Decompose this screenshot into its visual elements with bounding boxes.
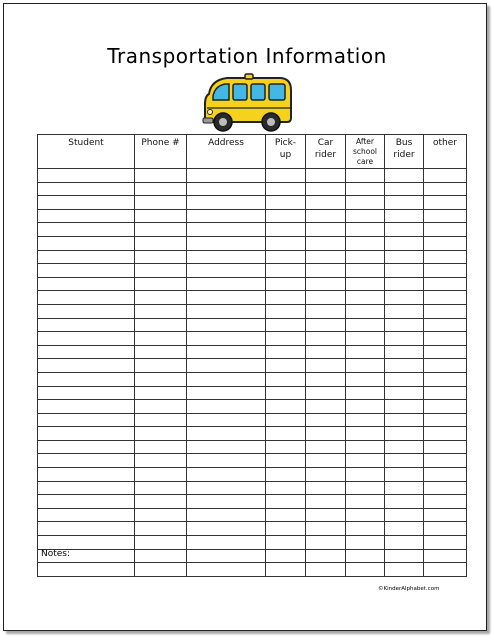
table-cell[interactable] <box>306 169 346 183</box>
table-row <box>38 196 467 210</box>
table-cell[interactable] <box>346 182 385 196</box>
header-bus-rider: Bus rider <box>385 135 424 169</box>
table-cell[interactable] <box>187 427 266 441</box>
table-cell[interactable] <box>424 549 467 563</box>
table-cell[interactable] <box>385 427 424 441</box>
table-cell[interactable] <box>424 536 467 550</box>
header-car-rider: Car rider <box>306 135 346 169</box>
table-cell[interactable] <box>187 264 266 278</box>
table-cell[interactable] <box>187 291 266 305</box>
table-cell[interactable] <box>346 522 385 536</box>
credit-text: ©KinderAlphabet.com <box>378 586 440 592</box>
table-cell[interactable] <box>266 291 306 305</box>
table-cell[interactable] <box>135 169 187 183</box>
table-row <box>38 468 467 482</box>
table-cell[interactable] <box>346 536 385 550</box>
table-cell[interactable] <box>38 182 135 196</box>
header-phone: Phone # <box>135 135 187 169</box>
table-cell[interactable] <box>385 440 424 454</box>
header-address: Address <box>187 135 266 169</box>
table-row <box>38 522 467 536</box>
table-cell[interactable] <box>266 304 306 318</box>
table-cell[interactable] <box>385 182 424 196</box>
table-cell[interactable] <box>424 454 467 468</box>
table-cell[interactable] <box>385 264 424 278</box>
table-cell[interactable] <box>424 277 467 291</box>
table-cell[interactable] <box>266 536 306 550</box>
table-cell[interactable] <box>424 291 467 305</box>
table-cell[interactable] <box>187 359 266 373</box>
table-cell[interactable] <box>385 223 424 237</box>
table-cell[interactable] <box>424 264 467 278</box>
table-cell[interactable] <box>266 318 306 332</box>
table-cell[interactable] <box>266 223 306 237</box>
table-cell[interactable] <box>38 359 135 373</box>
table-cell[interactable] <box>135 563 187 577</box>
table-cell[interactable] <box>135 304 187 318</box>
table-cell[interactable] <box>385 291 424 305</box>
table-cell[interactable] <box>135 359 187 373</box>
table-row <box>38 250 467 264</box>
table-cell[interactable] <box>135 372 187 386</box>
table-cell[interactable] <box>266 196 306 210</box>
header-pickup: Pick- up <box>266 135 306 169</box>
table-row <box>38 169 467 183</box>
table-cell[interactable] <box>38 468 135 482</box>
table-row <box>38 481 467 495</box>
table-cell[interactable] <box>424 468 467 482</box>
table-cell[interactable] <box>38 522 135 536</box>
table-cell[interactable] <box>135 440 187 454</box>
table-row <box>38 182 467 196</box>
table-cell[interactable] <box>346 318 385 332</box>
table-cell[interactable] <box>38 536 135 550</box>
table-cell[interactable] <box>135 223 187 237</box>
table-cell[interactable] <box>135 454 187 468</box>
table-cell[interactable] <box>266 250 306 264</box>
table-cell[interactable] <box>266 169 306 183</box>
table-cell[interactable] <box>306 468 346 482</box>
table-row <box>38 236 467 250</box>
table-row <box>38 318 467 332</box>
table-row <box>38 359 467 373</box>
table-cell[interactable] <box>187 549 266 563</box>
table-cell[interactable] <box>135 386 187 400</box>
table-cell[interactable] <box>424 304 467 318</box>
table-cell[interactable] <box>38 372 135 386</box>
table-cell[interactable] <box>38 277 135 291</box>
table-cell[interactable] <box>38 318 135 332</box>
table-cell[interactable] <box>135 495 187 509</box>
table-row <box>38 277 467 291</box>
table-cell[interactable] <box>187 386 266 400</box>
table-cell[interactable] <box>266 209 306 223</box>
table-cell[interactable] <box>266 236 306 250</box>
table-cell[interactable] <box>306 386 346 400</box>
table-cell[interactable] <box>306 332 346 346</box>
table-cell[interactable] <box>38 495 135 509</box>
table-cell[interactable] <box>266 549 306 563</box>
table-cell[interactable] <box>385 563 424 577</box>
table-cell[interactable] <box>187 345 266 359</box>
table-cell[interactable] <box>424 522 467 536</box>
table-cell[interactable] <box>346 413 385 427</box>
table-cell[interactable] <box>38 332 135 346</box>
table-cell[interactable] <box>187 536 266 550</box>
table-cell[interactable] <box>424 332 467 346</box>
table-cell[interactable] <box>187 400 266 414</box>
table-cell[interactable] <box>266 563 306 577</box>
table-cell[interactable] <box>385 277 424 291</box>
table-cell[interactable] <box>187 169 266 183</box>
table-cell[interactable] <box>424 318 467 332</box>
table-cell[interactable] <box>187 481 266 495</box>
table-row <box>38 304 467 318</box>
school-bus-icon <box>199 72 295 134</box>
table-cell[interactable] <box>38 413 135 427</box>
table-cell[interactable] <box>38 223 135 237</box>
table-cell[interactable] <box>346 223 385 237</box>
table-cell[interactable] <box>266 495 306 509</box>
table-cell[interactable] <box>187 236 266 250</box>
table-cell[interactable] <box>306 236 346 250</box>
table-cell[interactable] <box>424 400 467 414</box>
table-cell[interactable] <box>385 304 424 318</box>
table-cell[interactable] <box>38 209 135 223</box>
table-cell[interactable] <box>306 345 346 359</box>
table-cell[interactable] <box>346 304 385 318</box>
table-cell[interactable] <box>38 481 135 495</box>
table-row <box>38 332 467 346</box>
table-cell[interactable] <box>187 413 266 427</box>
table-cell[interactable] <box>266 264 306 278</box>
table-cell[interactable] <box>346 332 385 346</box>
table-cell[interactable] <box>346 427 385 441</box>
table-cell[interactable] <box>346 250 385 264</box>
table-cell[interactable] <box>187 454 266 468</box>
table-cell[interactable] <box>266 277 306 291</box>
table-cell[interactable] <box>38 196 135 210</box>
table-body <box>38 169 467 577</box>
table-cell[interactable] <box>346 169 385 183</box>
table-cell[interactable] <box>346 454 385 468</box>
table-cell[interactable] <box>385 481 424 495</box>
table-cell[interactable] <box>266 372 306 386</box>
table-cell[interactable] <box>306 318 346 332</box>
table-cell[interactable] <box>135 236 187 250</box>
table-cell[interactable] <box>385 413 424 427</box>
table-cell[interactable] <box>306 372 346 386</box>
table-cell[interactable] <box>346 468 385 482</box>
table-row <box>38 345 467 359</box>
table-cell[interactable] <box>424 413 467 427</box>
table-cell[interactable] <box>346 508 385 522</box>
table-cell[interactable] <box>135 332 187 346</box>
table-cell[interactable] <box>346 386 385 400</box>
table-cell[interactable] <box>135 427 187 441</box>
table-cell[interactable] <box>135 413 187 427</box>
table-cell[interactable] <box>135 536 187 550</box>
table-cell[interactable] <box>266 386 306 400</box>
table-cell[interactable] <box>38 169 135 183</box>
table-cell[interactable] <box>424 345 467 359</box>
table-cell[interactable] <box>385 386 424 400</box>
table-cell[interactable] <box>424 386 467 400</box>
table-cell[interactable] <box>135 264 187 278</box>
table-cell[interactable] <box>38 386 135 400</box>
table-cell[interactable] <box>266 468 306 482</box>
table-row <box>38 413 467 427</box>
table-cell[interactable] <box>385 400 424 414</box>
table-cell[interactable] <box>187 563 266 577</box>
table-cell[interactable] <box>385 536 424 550</box>
table-cell[interactable] <box>385 508 424 522</box>
table-cell[interactable] <box>38 345 135 359</box>
table-cell[interactable] <box>306 481 346 495</box>
table-cell[interactable] <box>306 413 346 427</box>
table-row <box>38 440 467 454</box>
table-cell[interactable] <box>346 209 385 223</box>
table-cell[interactable] <box>385 372 424 386</box>
table-cell[interactable] <box>424 169 467 183</box>
table-cell[interactable] <box>346 264 385 278</box>
table-cell[interactable] <box>346 345 385 359</box>
table-cell[interactable] <box>135 182 187 196</box>
table-cell[interactable] <box>346 400 385 414</box>
table-cell[interactable] <box>424 427 467 441</box>
table-cell[interactable] <box>385 196 424 210</box>
table-cell[interactable] <box>306 250 346 264</box>
table-row <box>38 508 467 522</box>
table-cell[interactable] <box>135 508 187 522</box>
table-cell[interactable] <box>306 549 346 563</box>
table-cell[interactable] <box>266 440 306 454</box>
table-cell[interactable] <box>385 209 424 223</box>
table-cell[interactable] <box>346 440 385 454</box>
table-cell[interactable] <box>135 522 187 536</box>
table-cell[interactable] <box>187 522 266 536</box>
table-cell[interactable] <box>424 223 467 237</box>
table-cell[interactable] <box>38 250 135 264</box>
table-cell[interactable] <box>385 522 424 536</box>
table-row <box>38 264 467 278</box>
table-cell[interactable] <box>424 236 467 250</box>
table-cell[interactable] <box>306 427 346 441</box>
table-cell[interactable] <box>346 236 385 250</box>
table-cell[interactable] <box>306 277 346 291</box>
table-cell[interactable] <box>38 236 135 250</box>
table-cell[interactable] <box>424 372 467 386</box>
table-row <box>38 454 467 468</box>
table-cell[interactable] <box>424 196 467 210</box>
table-cell[interactable] <box>306 536 346 550</box>
table-cell[interactable] <box>346 277 385 291</box>
table-cell[interactable] <box>424 182 467 196</box>
table-cell[interactable] <box>38 427 135 441</box>
table-cell[interactable] <box>38 400 135 414</box>
table-cell[interactable] <box>135 400 187 414</box>
table-cell[interactable] <box>346 359 385 373</box>
table-cell[interactable] <box>346 563 385 577</box>
table-cell[interactable] <box>38 291 135 305</box>
table-cell[interactable] <box>424 563 467 577</box>
table-cell[interactable] <box>424 495 467 509</box>
header-after-school-care: After school care <box>346 135 385 169</box>
table-cell[interactable] <box>135 277 187 291</box>
table-cell[interactable] <box>266 508 306 522</box>
table-row <box>38 223 467 237</box>
table-cell[interactable] <box>187 332 266 346</box>
table-cell[interactable] <box>424 440 467 454</box>
header-student: Student <box>38 135 135 169</box>
table-cell[interactable] <box>187 182 266 196</box>
table-row <box>38 400 467 414</box>
table-cell[interactable] <box>135 468 187 482</box>
table-row <box>38 549 467 563</box>
table-cell[interactable] <box>187 209 266 223</box>
table-cell[interactable] <box>266 345 306 359</box>
table-cell[interactable] <box>306 495 346 509</box>
table-cell[interactable] <box>266 359 306 373</box>
table-cell[interactable] <box>187 508 266 522</box>
table-cell[interactable] <box>346 481 385 495</box>
table-row <box>38 386 467 400</box>
table-cell[interactable] <box>306 209 346 223</box>
table-cell[interactable] <box>385 345 424 359</box>
notes-label: Notes: <box>41 549 71 559</box>
table-cell[interactable] <box>266 481 306 495</box>
table-cell[interactable] <box>385 549 424 563</box>
table-cell[interactable] <box>306 264 346 278</box>
table-cell[interactable] <box>385 169 424 183</box>
table-cell[interactable] <box>385 332 424 346</box>
table-cell[interactable] <box>306 522 346 536</box>
table-cell[interactable] <box>306 304 346 318</box>
table-cell[interactable] <box>266 427 306 441</box>
table-cell[interactable] <box>346 196 385 210</box>
table-cell[interactable] <box>187 250 266 264</box>
page-title: Transportation Information <box>107 44 387 68</box>
table-cell[interactable] <box>38 264 135 278</box>
table-cell[interactable] <box>385 318 424 332</box>
table-cell[interactable] <box>385 468 424 482</box>
header-row <box>38 135 467 169</box>
table-cell[interactable] <box>306 223 346 237</box>
table-cell[interactable] <box>187 223 266 237</box>
header-other: other <box>424 135 467 169</box>
table-cell[interactable] <box>38 563 135 577</box>
table-cell[interactable] <box>346 372 385 386</box>
table-cell[interactable] <box>266 182 306 196</box>
table-cell[interactable] <box>346 495 385 509</box>
table-cell[interactable] <box>306 508 346 522</box>
table-cell[interactable] <box>135 549 187 563</box>
table-row <box>38 536 467 550</box>
table-cell[interactable] <box>306 359 346 373</box>
table-cell[interactable] <box>424 481 467 495</box>
table-cell[interactable] <box>306 440 346 454</box>
transportation-table <box>37 134 467 577</box>
table-cell[interactable] <box>346 549 385 563</box>
table-row <box>38 563 467 577</box>
table-cell[interactable] <box>187 372 266 386</box>
table-cell[interactable] <box>306 400 346 414</box>
table-cell[interactable] <box>424 359 467 373</box>
table-cell[interactable] <box>424 209 467 223</box>
table-cell[interactable] <box>187 304 266 318</box>
table-cell[interactable] <box>266 332 306 346</box>
table-row <box>38 427 467 441</box>
table-cell[interactable] <box>306 454 346 468</box>
table-cell[interactable] <box>385 495 424 509</box>
table-row <box>38 291 467 305</box>
table-cell[interactable] <box>135 318 187 332</box>
table-cell[interactable] <box>187 495 266 509</box>
table-cell[interactable] <box>306 196 346 210</box>
table-row <box>38 495 467 509</box>
table-cell[interactable] <box>187 468 266 482</box>
table-cell[interactable] <box>424 508 467 522</box>
table-row <box>38 209 467 223</box>
table-cell[interactable] <box>385 236 424 250</box>
table-cell[interactable] <box>38 304 135 318</box>
table-cell[interactable] <box>38 440 135 454</box>
table-cell[interactable] <box>187 318 266 332</box>
table-cell[interactable] <box>346 291 385 305</box>
table-cell[interactable] <box>385 250 424 264</box>
table-cell[interactable] <box>266 522 306 536</box>
table-cell[interactable] <box>266 413 306 427</box>
table-cell[interactable] <box>135 345 187 359</box>
table-cell[interactable] <box>187 440 266 454</box>
table-cell[interactable] <box>187 277 266 291</box>
table-cell[interactable] <box>135 291 187 305</box>
table-cell[interactable] <box>385 359 424 373</box>
table-cell[interactable] <box>135 250 187 264</box>
table-row <box>38 372 467 386</box>
table-cell[interactable] <box>266 454 306 468</box>
table-cell[interactable] <box>266 400 306 414</box>
table-cell[interactable] <box>38 454 135 468</box>
table-cell[interactable] <box>135 196 187 210</box>
table-cell[interactable] <box>135 481 187 495</box>
table-cell[interactable] <box>38 508 135 522</box>
table-cell[interactable] <box>424 250 467 264</box>
table-cell[interactable] <box>306 182 346 196</box>
table-cell[interactable] <box>135 209 187 223</box>
table-cell[interactable] <box>385 454 424 468</box>
table-cell[interactable] <box>306 563 346 577</box>
table-cell[interactable] <box>306 291 346 305</box>
table-cell[interactable] <box>187 196 266 210</box>
